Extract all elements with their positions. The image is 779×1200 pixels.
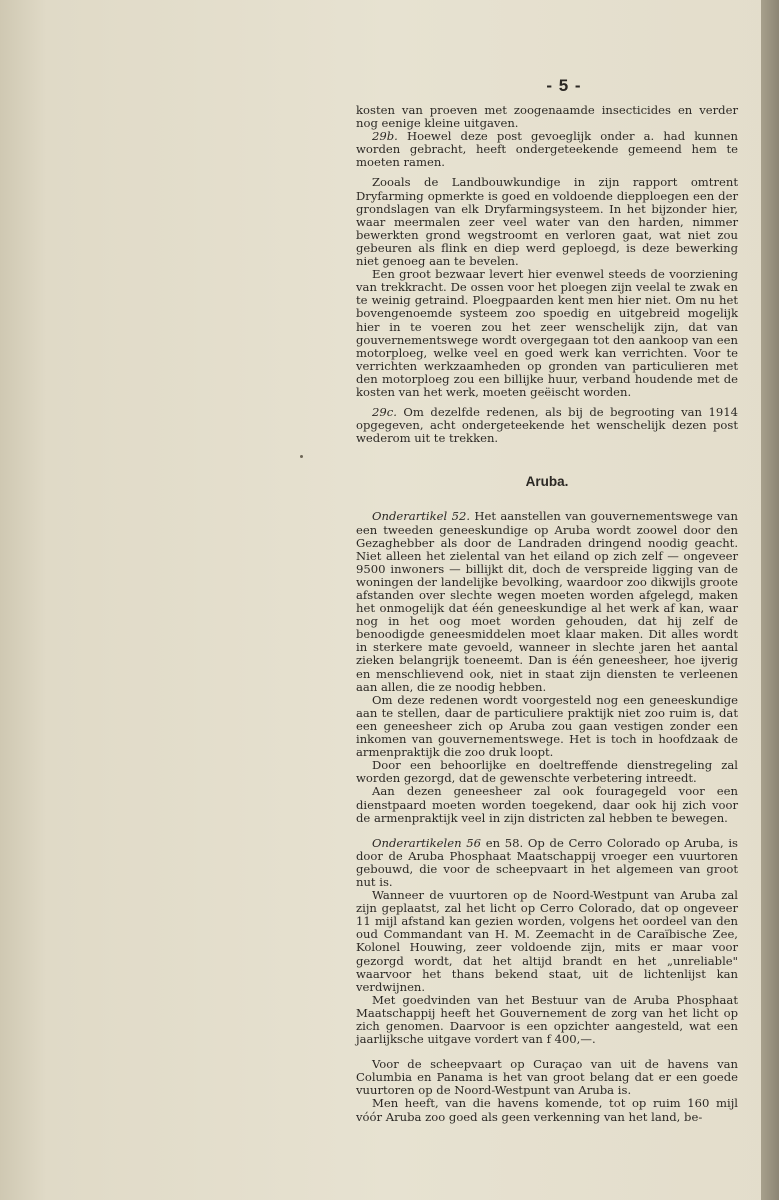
paragraph: Onderartikelen 56 en 58. Op de Cerro Colorado op Aruba, is door de Aruba Phosphaat Maatschappij vroeger een vuurtoren gebouwd, die voor de scheepvaart in het algemeen van groot nut is. <box>356 835 738 889</box>
paragraph: 29c. Om dezelfde redenen, als bij de begrooting van 1914 opgegeven, acht ondergeteekende het wenschelijk dezen post wederom uit te trekken. <box>356 405 738 446</box>
paragraph: 29b. Hoewel deze post gevoeglijk onder a. had kunnen worden gebracht, heeft ondergeteekende gemeend hem te moeten ramen. <box>356 129 738 170</box>
section-heading: Aruba. <box>525 474 569 490</box>
paragraph: Zooals de Landbouwkundige in zijn rapport omtrent Dryfarming opmerkte is goed en voldoende diepploegen een der grondslagen van elk Dryfarmingsysteem. In het bijzonder hier, waar meermalen zeer veel water van den harden, nimmer bewerkten grond wegstroomt en verloren gaat, wat niet zou gebeuren als flink en diep werd geploegd, is deze bewerking niet genoeg aan te bevelen. <box>356 175 738 269</box>
paragraph: Onderartikel 52. Het aanstellen van gouvernementswege van een tweeden geneeskundige op Aruba wordt zoowel door den Gezaghebber als door de Landraden dringend noodig geacht. Niet alleen het zielental van het eiland op zich zelf — ongeveer 9500 inwoners — billijkt dit, doch de verspreide ligging van de woningen der landelijke bevolking, waardoor zoo dikwijls groote afstanden over slechte wegen moeten worden afgelegd, maken het onmogelijk dat één geneeskundige al het werk af kan, waar nog in het oog moet worden gehouden, dat hij zelf de benoodigde geneesmiddelen moet klaar maken. Dit alles wordt in sterkere mate gevoeld, wanneer in slechte jaren het aantal zieken belangrijk toeneemt. Dan is één geneesheer, hoe ijverig en menschlievend ook, niet in staat zijn diensten te verleenen aan allen, die ze noodig hebben. <box>356 509 738 694</box>
paragraph: Door een behoorlijke en doeltreffende dienstregeling zal worden gezorgd, dat de gewenschte verbetering intreedt. <box>356 758 738 786</box>
page-number: - 5 - <box>546 76 582 95</box>
paragraph: Voor de scheepvaart op Curaçao van uit de havens van Columbia en Panama is het van groot belang dat er een goede vuurtoren op de Noord-Westpunt van Aruba is. <box>356 1057 738 1098</box>
scan-edge <box>761 0 779 1200</box>
paragraph: Met goedvinden van het Bestuur van de Aruba Phosphaat Maatschappij heeft het Gouvernement de zorg van het licht op zich genomen. Daarvoor is een opzichter aangesteld, wat een jaarlijksche uitgave vordert van f 400,—. <box>356 992 738 1047</box>
paragraph: Wanneer de vuurtoren op de Noord-Westpunt van Aruba zal zijn geplaatst, zal het licht op Cerro Colorado, dat op ongeveer 11 mijl afstand kan gezien worden, volgens het oordeel van den oud Commandant van H. M. Zeemacht in de Caraïbische Zee, Kolonel Houwing, zeer voldoende zijn, mits er maar voor gezorgd wordt, dat het altijd brandt en het „unreliable" waarvoor het thans bekend staat, uit de lichtenlijst kan verdwijnen. <box>356 888 738 994</box>
paragraph: kosten van proeven met zoogenaamde insecticides en verder nog eenige kleine uitgaven. <box>356 103 738 131</box>
article-ref: Onderartikel 52. <box>372 509 471 524</box>
article-ref: 29b. <box>372 129 398 144</box>
paragraph: Aan dezen geneesheer zal ook fouragegeld voor een dienstpaard moeten worden toegekend, daar ook hij zich voor de armenpraktijk veel in zijn districten zal hebben te bewegen. <box>356 784 738 825</box>
article-ref: Onderartikelen 56 <box>372 835 481 850</box>
paragraph: Om deze redenen wordt voorgesteld nog een geneeskundige aan te stellen, daar de particuliere praktijk niet zoo ruim is, dat een geneesheer zich op Aruba zou gaan vestigen zonder een inkomen van gouvernementswege. Het is toch in hoofdzaak de armenpraktijk die zoo druk loopt. <box>356 692 738 760</box>
article-ref: 29c. <box>372 405 397 420</box>
paragraph: Een groot bezwaar levert hier evenwel steeds de voorziening van trekkracht. De ossen voor het ploegen zijn veelal te zwak en te weinig getraind. Ploegpaarden kent men hier niet. Om nu het bovengenoemde systeem zoo spoedig en uitgebreid mogelijk hier in te voeren zou het zeer wenschelijk zijn, dat van gouvernementswege wordt overgegaan tot den aankoop van een motorploeg, welke veel en goed werk kan verrichten. Voor te verrichten werkzaamheden op gronden van particulieren met den motorploeg zou een billijke huur, verband houdende met de kosten van het werk, moeten geëischt worden. <box>356 267 738 399</box>
body-text <box>356 104 738 1124</box>
scan-speck <box>300 455 303 458</box>
paragraph: Men heeft, van die havens komende, tot op ruim 160 mijl vóór Aruba zoo goed als geen verkenning van het land, be- <box>356 1096 738 1124</box>
